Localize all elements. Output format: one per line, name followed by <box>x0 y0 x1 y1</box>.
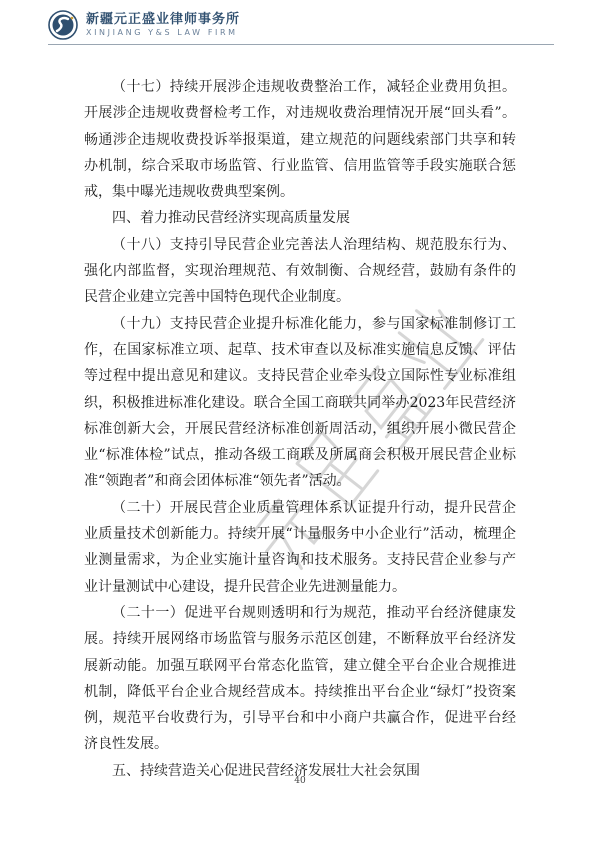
paragraph-18: （十八）支持引导民营企业完善法人治理结构、规范股东行为、强化内部监督，实现治理规范、有效制衡、合规经营，鼓励有条件的民营企业建立完善中国特色现代企业制度。 <box>84 236 516 306</box>
section-heading-5: 五、持续营造关心促进民营经济发展壮大社会氛围 <box>112 762 420 779</box>
letterhead <box>48 8 240 42</box>
firm-logo-icon <box>48 10 78 40</box>
paragraph-17: （十七）持续开展涉企违规收费整治工作，减轻企业费用负担。开展涉企违规收费督检考工作，对违规收费治理情况开展“回头看”。畅通涉企违规收费投诉举报渠道，建立规范的问题线索部门共享和转办机制，综合采取市场监管、行业监管、信用监管等手段实施联合惩戒，集中曝光违规收费典型案例。 <box>84 79 516 201</box>
page-number: 40 <box>294 776 306 786</box>
firm-name-cn: 新疆元正盛业律师事务所 <box>86 12 241 27</box>
section-heading-4: 四、着力推动民营经济实现高质量发展 <box>112 210 350 227</box>
firm-name-en: XINJIANG Y&S LAW FIRM <box>86 28 238 37</box>
paragraph-21: （二十一）促进平台规则透明和行为规范，推动平台经济健康发展。持续开展网络市场监管与服务示范区创建，不断释放平台经济发展新动能。加强互联网平台常态化监管，建立健全平台企业合规推进机制，降低平台企业合规经营成本。持续推出平台企业“绿灯”投资案例，规范平台收费行为，引导平台和中小商户共赢合作，促进平台经济良性发展。 <box>84 604 516 753</box>
header-divider <box>48 44 554 45</box>
paragraph-19: （十九）支持民营企业提升标准化能力，参与国家标准制修订工作，在国家标准立项、起草、技术审查以及标准实施信息反馈、评估等过程中提出意见和建议。支持民营企业牵头设立国际性专业标准组织，积极推进标准化建设。联合全国工商联共同举办2023年民营经济标准创新大会，开展民营经济标准创新周活动，组织开展小微民营企业“标准体检”试点，推动各级工商联及所属商会积极开展民营企业标准“领跑者”和商会团体标准“领先者”活动。 <box>84 315 516 490</box>
firm-name <box>86 12 240 38</box>
paragraph-20: （二十）开展民营企业质量管理体系认证提升行动，提升民营企业质量技术创新能力。持续开展“计量服务中小企业行”活动，梳理企业测量需求，为企业实施计量咨询和技术服务。支持民营企业参与产业计量测试中心建设，提升民营企业先进测量能力。 <box>84 499 516 595</box>
document-body <box>84 74 516 784</box>
